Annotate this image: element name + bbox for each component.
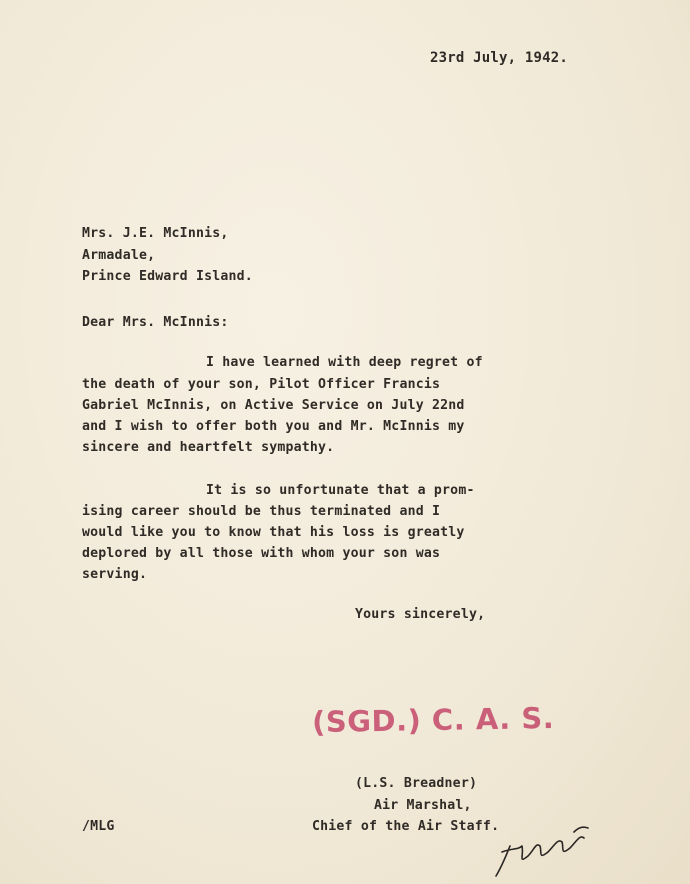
letter-date: 23rd July, 1942. [430,50,569,66]
address-line: Prince Edward Island. [82,269,253,284]
address-line: Armadale, [82,248,156,263]
reference-initials: /MLG [82,819,115,834]
signatory-title: Chief of the Air Staff. [312,819,500,834]
address-line: Mrs. J.E. McInnis, [82,226,229,241]
signatory-rank: Air Marshal, [374,798,472,813]
paragraph-line: the death of your son, Pilot Officer Francis [82,377,441,392]
paragraph-line: would like you to know that his loss is greatly [82,525,465,540]
signature-stamp: (SGD.) C. A. S. [311,700,555,740]
paragraph-line: sincere and heartfelt sympathy. [82,440,335,455]
salutation: Dear Mrs. McInnis: [82,315,229,330]
paragraph-line: It is so unfortunate that a prom- [206,483,475,498]
paragraph-line: I have learned with deep regret of [206,355,483,370]
paragraph-line: deplored by all those with whom your son was [82,546,441,561]
signatory-name: (L.S. Breadner) [355,776,478,791]
handwritten-initials-icon [488,816,608,884]
paragraph-line: Gabriel McInnis, on Active Service on July 22nd [82,398,465,413]
paragraph-line: serving. [82,567,148,582]
closing: Yours sincerely, [355,607,486,622]
paragraph-line: ising career should be thus terminated and I [82,504,441,519]
paragraph-line: and I wish to offer both you and Mr. McInnis my [82,419,465,434]
